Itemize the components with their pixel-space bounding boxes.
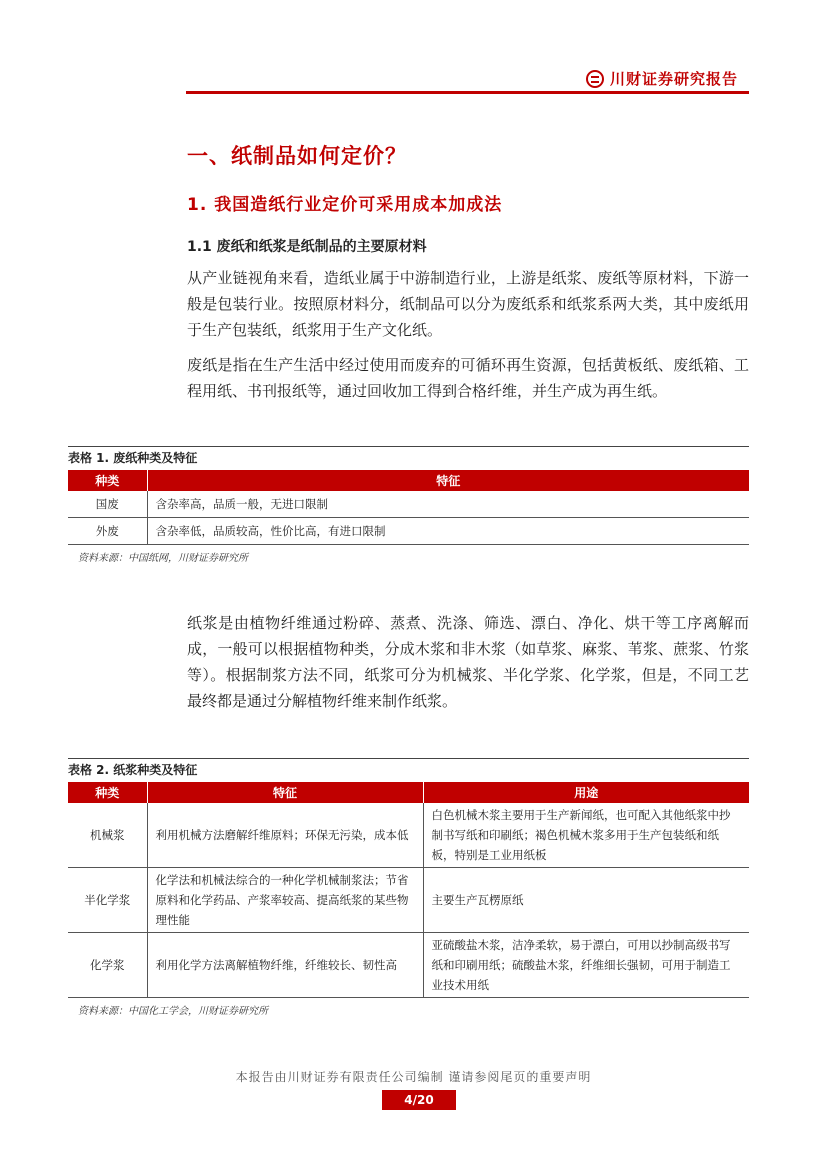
- table-cell: 利用机械方法磨解纤维原料；环保无污染，成本低: [147, 803, 423, 868]
- table-cell: 化学法和机械法综合的一种化学机械制浆法；节省原料和化学药品、产浆率较高、提高纸浆的某些物理性能: [147, 868, 423, 933]
- table-pulp: [68, 758, 749, 1017]
- table-cell: 亚硫酸盐木浆，洁净柔软，易于漂白，可用以抄制高级书写纸和印刷用纸；硫酸盐木浆，纤维细长强韧，可用于制造工业技术用纸: [423, 933, 749, 998]
- table-waste-paper: [68, 446, 749, 564]
- page-number: 4/20: [382, 1090, 456, 1110]
- table-cell: 白色机械木浆主要用于生产新闻纸，也可配入其他纸浆中抄制书写纸和印刷纸；褐色机械木浆多用于生产包装纸和纸板，特别是工业用纸板: [423, 803, 749, 868]
- sub-subsection-heading: 1.1 废纸和纸浆是纸制品的主要原材料: [187, 239, 427, 255]
- column-header: 种类: [68, 782, 147, 803]
- table-cell: 机械浆: [68, 803, 147, 868]
- footer-disclaimer: 本报告由川财证券有限责任公司编制 谨请参阅尾页的重要声明: [235, 1070, 592, 1084]
- table-row: [68, 933, 749, 998]
- subsection-heading: 1. 我国造纸行业定价可采用成本加成法: [187, 195, 503, 215]
- paragraph-pulp: 纸浆是由植物纤维通过粉碎、蒸煮、洗涤、筛选、漂白、净化、烘干等工序离解而成，一般可以根据植物种类，分成木浆和非木浆（如草浆、麻浆、苇浆、蔗浆、竹浆等）。根据制浆方法不同，纸浆可分为机械浆、半化学浆、化学浆，但是，不同工艺最终都是通过分解植物纤维来制作纸浆。: [187, 614, 749, 710]
- table-row: [68, 803, 749, 868]
- table-header-row: [68, 470, 749, 491]
- table-row: [68, 518, 749, 545]
- table-row: [68, 491, 749, 518]
- column-header: 种类: [68, 470, 147, 491]
- column-header: 特征: [147, 782, 423, 803]
- brand-name: 川财证券研究报告: [610, 70, 739, 88]
- table-cell: 主要生产瓦楞原纸: [423, 868, 749, 933]
- brand-header: [586, 68, 738, 89]
- table-cell: 外废: [68, 518, 147, 545]
- column-header: 用途: [423, 782, 749, 803]
- table-cell: 利用化学方法离解植物纤维，纤维较长、韧性高: [147, 933, 423, 998]
- table-cell: 半化学浆: [68, 868, 147, 933]
- table-source: 资料来源：中国纸网，川财证券研究所: [78, 553, 248, 564]
- table-source: 资料来源：中国化工学会，川财证券研究所: [78, 1006, 268, 1017]
- table-header-row: [68, 782, 749, 803]
- section-heading: 一、纸制品如何定价？: [187, 144, 407, 168]
- table-cell: 化学浆: [68, 933, 147, 998]
- table-cell: 国废: [68, 491, 147, 518]
- table-cell: 含杂率高，品质一般，无进口限制: [147, 491, 749, 518]
- table-title: 表格 2. 纸浆种类及特征: [68, 758, 749, 782]
- header-divider: [186, 91, 749, 94]
- table-title: 表格 1. 废纸种类及特征: [68, 446, 749, 470]
- table-cell: 含杂率低，品质较高，性价比高，有进口限制: [147, 518, 749, 545]
- table-row: [68, 868, 749, 933]
- column-header: 特征: [147, 470, 749, 491]
- paragraph-waste-paper: 废纸是指在生产生活中经过使用而废弃的可循环再生资源，包括黄板纸、废纸箱、工程用纸、书刊报纸等，通过回收加工得到合格纤维，并生产成为再生纸。: [187, 356, 749, 400]
- company-logo-icon: [586, 70, 604, 88]
- paragraph-industry-chain: 从产业链视角来看，造纸业属于中游制造行业，上游是纸浆、废纸等原材料，下游一般是包装行业。按照原材料分，纸制品可以分为废纸系和纸浆系两大类，其中废纸用于生产包装纸，纸浆用于生产文化纸。: [187, 269, 749, 339]
